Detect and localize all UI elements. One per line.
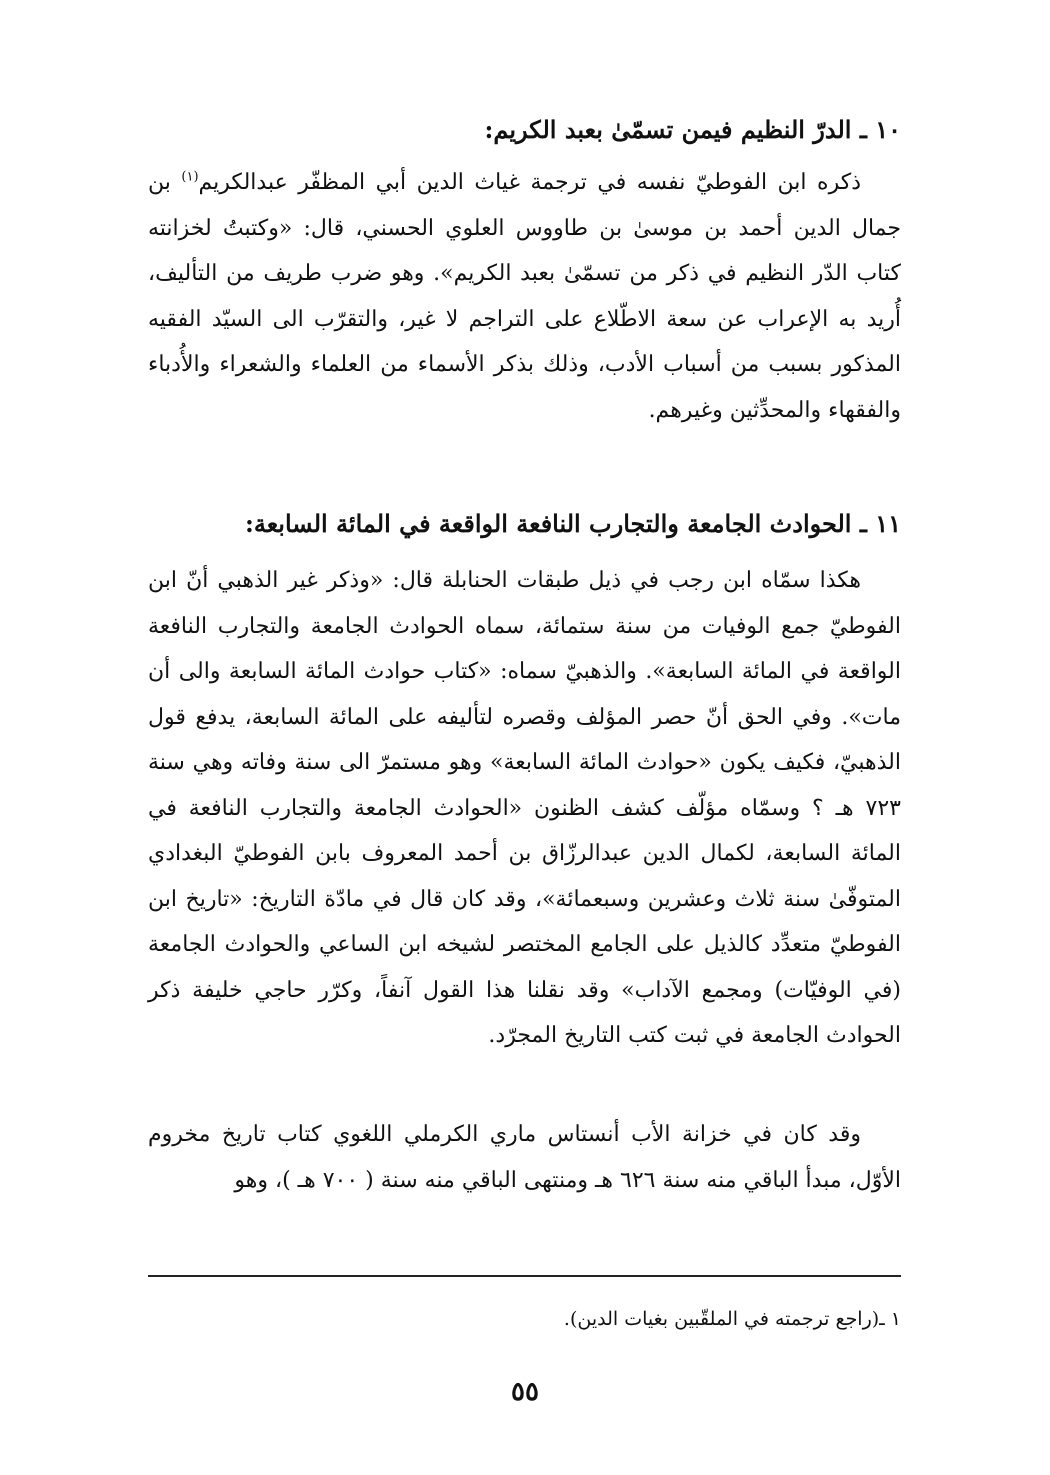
section-10-heading: ١٠ ـ الدرّ النظيم فيمن تسمّىٰ بعبد الكريم: <box>484 115 901 144</box>
section-10-text-end: بن جمال الدين أحمد بن موسىٰ بن طاووس العلوي الحسني، قال: «وكتبتُ لخزانته كتاب الدّر النظيم في ذكر من تسمّىٰ بعبد الكريم». وهو ضرب طريف من التأليف، أُريد به الإعراب عن سعة الاطّلاع على التراجم لا غير، والتقرّب الى السيّد الفقيه المذكور بسبب من أسباب الأدب، وذلك بذكر الأسماء من العلماء والشعراء والأُدباء والفقهاء والمحدِّثين وغيرهم. <box>148 170 901 423</box>
page-number: ٥٥ <box>511 1377 539 1407</box>
footnote-reference: (١) <box>181 169 199 185</box>
section-11-paragraph-1: هكذا سمّاه ابن رجب في ذيل طبقات الحنابلة قال: «وذكر غير الذهبي أنّ ابن الفوطيّ جمع الوفيات من سنة ستمائة، سماه الحوادث الجامعة والتجارب النافعة الواقعة في المائة السابعة». والذهبيّ سماه: «كتاب حوادث المائة السابعة والى أن مات». وفي الحق أنّ حصر المؤلف وقصره لتأليفه على المائة السابعة، يدفع قول الذهبيّ، فكيف يكون «حوادث المائة السابعة» وهو مستمرّ الى سنة وفاته وهي سنة ٧٢٣ هـ ؟ وسمّاه مؤلّف كشف الظنون «الحوادث الجامعة والتجارب النافعة في المائة السابعة، لكمال الدين عبدالرزّاق بن أحمد المعروف بابن الفوطيّ البغدادي المتوفّىٰ سنة ثلاث وعشرين وسبعمائة»، وقد كان قال في مادّة التاريخ: «تاريخ ابن الفوطيّ متعدِّد كالذيل على الجامع المختصر لشيخه ابن الساعي والحوادث الجامعة (في الوفيّات) ومجمع الآداب» وقد نقلنا هذا القول آنفاً، وكرّر حاجي خليفة ذكر الحوادث الجامعة في ثبت كتب التاريخ المجرّد. <box>148 568 901 1048</box>
section-11-heading: ١١ ـ الحوادث الجامعة والتجارب النافعة الواقعة في المائة السابعة: <box>244 509 901 538</box>
section-11-paragraph-2: وقد كان في خزانة الأب أنستاس ماري الكرملي اللغوي كتاب تاريخ مخروم الأوّل، مبدأ الباقي منه سنة ٦٢٦ هـ ومنتهى الباقي منه سنة ( ٧٠٠ هـ )، وهو <box>148 1122 901 1193</box>
footnote-text: ١ ـ(راجع ترجمته في الملقّبين بغيات الدين). <box>563 1308 901 1330</box>
section-10-text-start: ذكره ابن الفوطيّ نفسه في ترجمة غياث الدين أبي المظفّر عبدالكريم <box>198 170 861 195</box>
footnote-divider <box>148 1275 901 1277</box>
section-10-paragraph <box>148 160 901 433</box>
